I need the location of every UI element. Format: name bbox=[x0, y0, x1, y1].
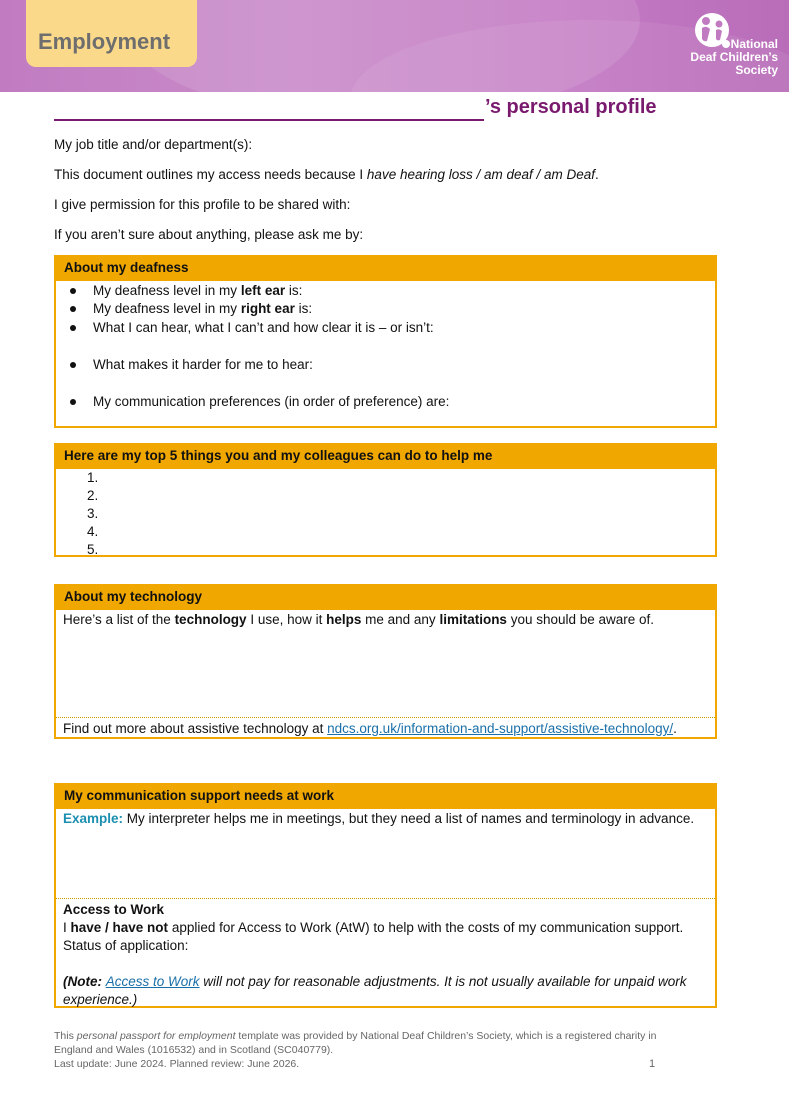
more-suffix: . bbox=[673, 721, 677, 736]
more-prefix: Find out more about assistive technology at bbox=[63, 721, 328, 736]
left-ear-text: My deafness level in my bbox=[93, 283, 241, 298]
note-label: (Note: bbox=[63, 974, 106, 989]
bullet-icon bbox=[70, 399, 76, 405]
dotted-divider bbox=[56, 717, 715, 718]
note-text: will not pay for reasonable adjustments. It is not usually available for unpaid work bbox=[199, 974, 687, 989]
logo-text-line: Deaf Children’s bbox=[690, 50, 778, 64]
top5-heading: Here are my top 5 things you and my colleagues can do to help me bbox=[56, 445, 715, 469]
tech-bold: technology bbox=[174, 612, 247, 627]
note-line bbox=[63, 974, 687, 989]
footer-text: template was provided by National Deaf Children’s Society, which is a registered charity in bbox=[235, 1030, 657, 1042]
deafness-heading: About my deafness bbox=[56, 257, 715, 281]
bullet-icon bbox=[70, 362, 76, 368]
tech-text: you should be aware of. bbox=[506, 612, 655, 627]
bullet-icon bbox=[70, 288, 76, 294]
example-text: My interpreter helps me in meetings, but they need a list of names and terminology in advance. bbox=[123, 811, 695, 826]
footer-line bbox=[54, 1029, 714, 1043]
technology-box bbox=[54, 584, 717, 739]
left-ear-item bbox=[93, 283, 302, 298]
example-label: Example: bbox=[63, 811, 124, 826]
hearing-item: What I can hear, what I can’t and how clear it is – or isn’t: bbox=[93, 320, 434, 335]
atw-bold: have / have not bbox=[70, 920, 169, 935]
tech-text: Here’s a list of the bbox=[63, 612, 175, 627]
access-suffix: . bbox=[595, 167, 599, 182]
ndcs-logo bbox=[690, 10, 782, 82]
deafness-box bbox=[54, 255, 717, 428]
tech-text: me and any bbox=[361, 612, 440, 627]
harder-item: What makes it harder for me to hear: bbox=[93, 357, 313, 372]
dotted-divider bbox=[56, 898, 715, 899]
tech-text: I use, how it bbox=[246, 612, 327, 627]
footer bbox=[54, 1029, 714, 1071]
right-ear-item bbox=[93, 301, 312, 316]
ndcs-figures-icon bbox=[692, 10, 736, 52]
top5-box bbox=[54, 443, 717, 557]
access-needs-line bbox=[54, 167, 599, 182]
page-title: ’s personal profile bbox=[485, 96, 657, 118]
right-ear-suffix: is: bbox=[294, 301, 313, 316]
list-item: 5. bbox=[87, 542, 99, 557]
status-line: Status of application: bbox=[63, 938, 189, 953]
footer-text: This bbox=[54, 1030, 77, 1042]
name-blank-line bbox=[54, 119, 484, 121]
comms-box bbox=[54, 783, 717, 1008]
page-header bbox=[0, 0, 789, 92]
access-to-work-link[interactable]: Access to Work bbox=[105, 974, 200, 989]
tech-bold: helps bbox=[326, 612, 362, 627]
atw-line bbox=[63, 920, 683, 935]
logo-text-line: National bbox=[730, 37, 778, 51]
footer-line: England and Wales (1016532) and in Scotland (SC040779). bbox=[54, 1044, 334, 1056]
atw-text: applied for Access to Work (AtW) to help with the costs of my communication support. bbox=[168, 920, 684, 935]
section-tab-label: Employment bbox=[38, 29, 171, 54]
technology-more-line bbox=[63, 721, 677, 736]
access-prefix: This document outlines my access needs because I bbox=[54, 167, 367, 182]
bullet-icon bbox=[70, 325, 76, 331]
bullet-icon bbox=[70, 306, 76, 312]
left-ear-suffix: is: bbox=[285, 283, 303, 298]
ask-line: If you aren’t sure about anything, please ask me by: bbox=[54, 227, 364, 242]
assistive-technology-link[interactable]: ndcs.org.uk/information-and-support/assistive-technology/ bbox=[327, 721, 674, 736]
logo-text-line: Society bbox=[735, 63, 778, 77]
permission-line: I give permission for this profile to be shared with: bbox=[54, 197, 351, 212]
technology-heading: About my technology bbox=[56, 586, 715, 610]
atw-heading: Access to Work bbox=[63, 902, 165, 917]
list-item: 4. bbox=[87, 524, 99, 539]
example-line bbox=[63, 811, 694, 826]
job-title-line: My job title and/or department(s): bbox=[54, 137, 253, 152]
section-tab bbox=[26, 0, 197, 67]
page-number: 1 bbox=[649, 1058, 656, 1070]
list-item: 2. bbox=[87, 488, 99, 503]
right-ear-bold: right ear bbox=[240, 301, 295, 316]
note-line-2: experience.) bbox=[63, 992, 138, 1007]
footer-line: Last update: June 2024. Planned review: June 2026. bbox=[54, 1058, 300, 1070]
left-ear-bold: left ear bbox=[240, 283, 286, 298]
right-ear-text: My deafness level in my bbox=[93, 301, 241, 316]
comms-heading: My communication support needs at work bbox=[56, 785, 715, 809]
atw-text: I bbox=[63, 920, 71, 935]
list-item: 1. bbox=[87, 470, 99, 485]
footer-italic: personal passport for employment bbox=[76, 1030, 236, 1042]
preferences-item: My communication preferences (in order of preference) are: bbox=[93, 394, 450, 409]
access-italic: have hearing loss / am deaf / am Deaf bbox=[366, 167, 596, 182]
list-item: 3. bbox=[87, 506, 99, 521]
technology-description bbox=[63, 612, 654, 627]
tech-bold: limitations bbox=[439, 612, 507, 627]
